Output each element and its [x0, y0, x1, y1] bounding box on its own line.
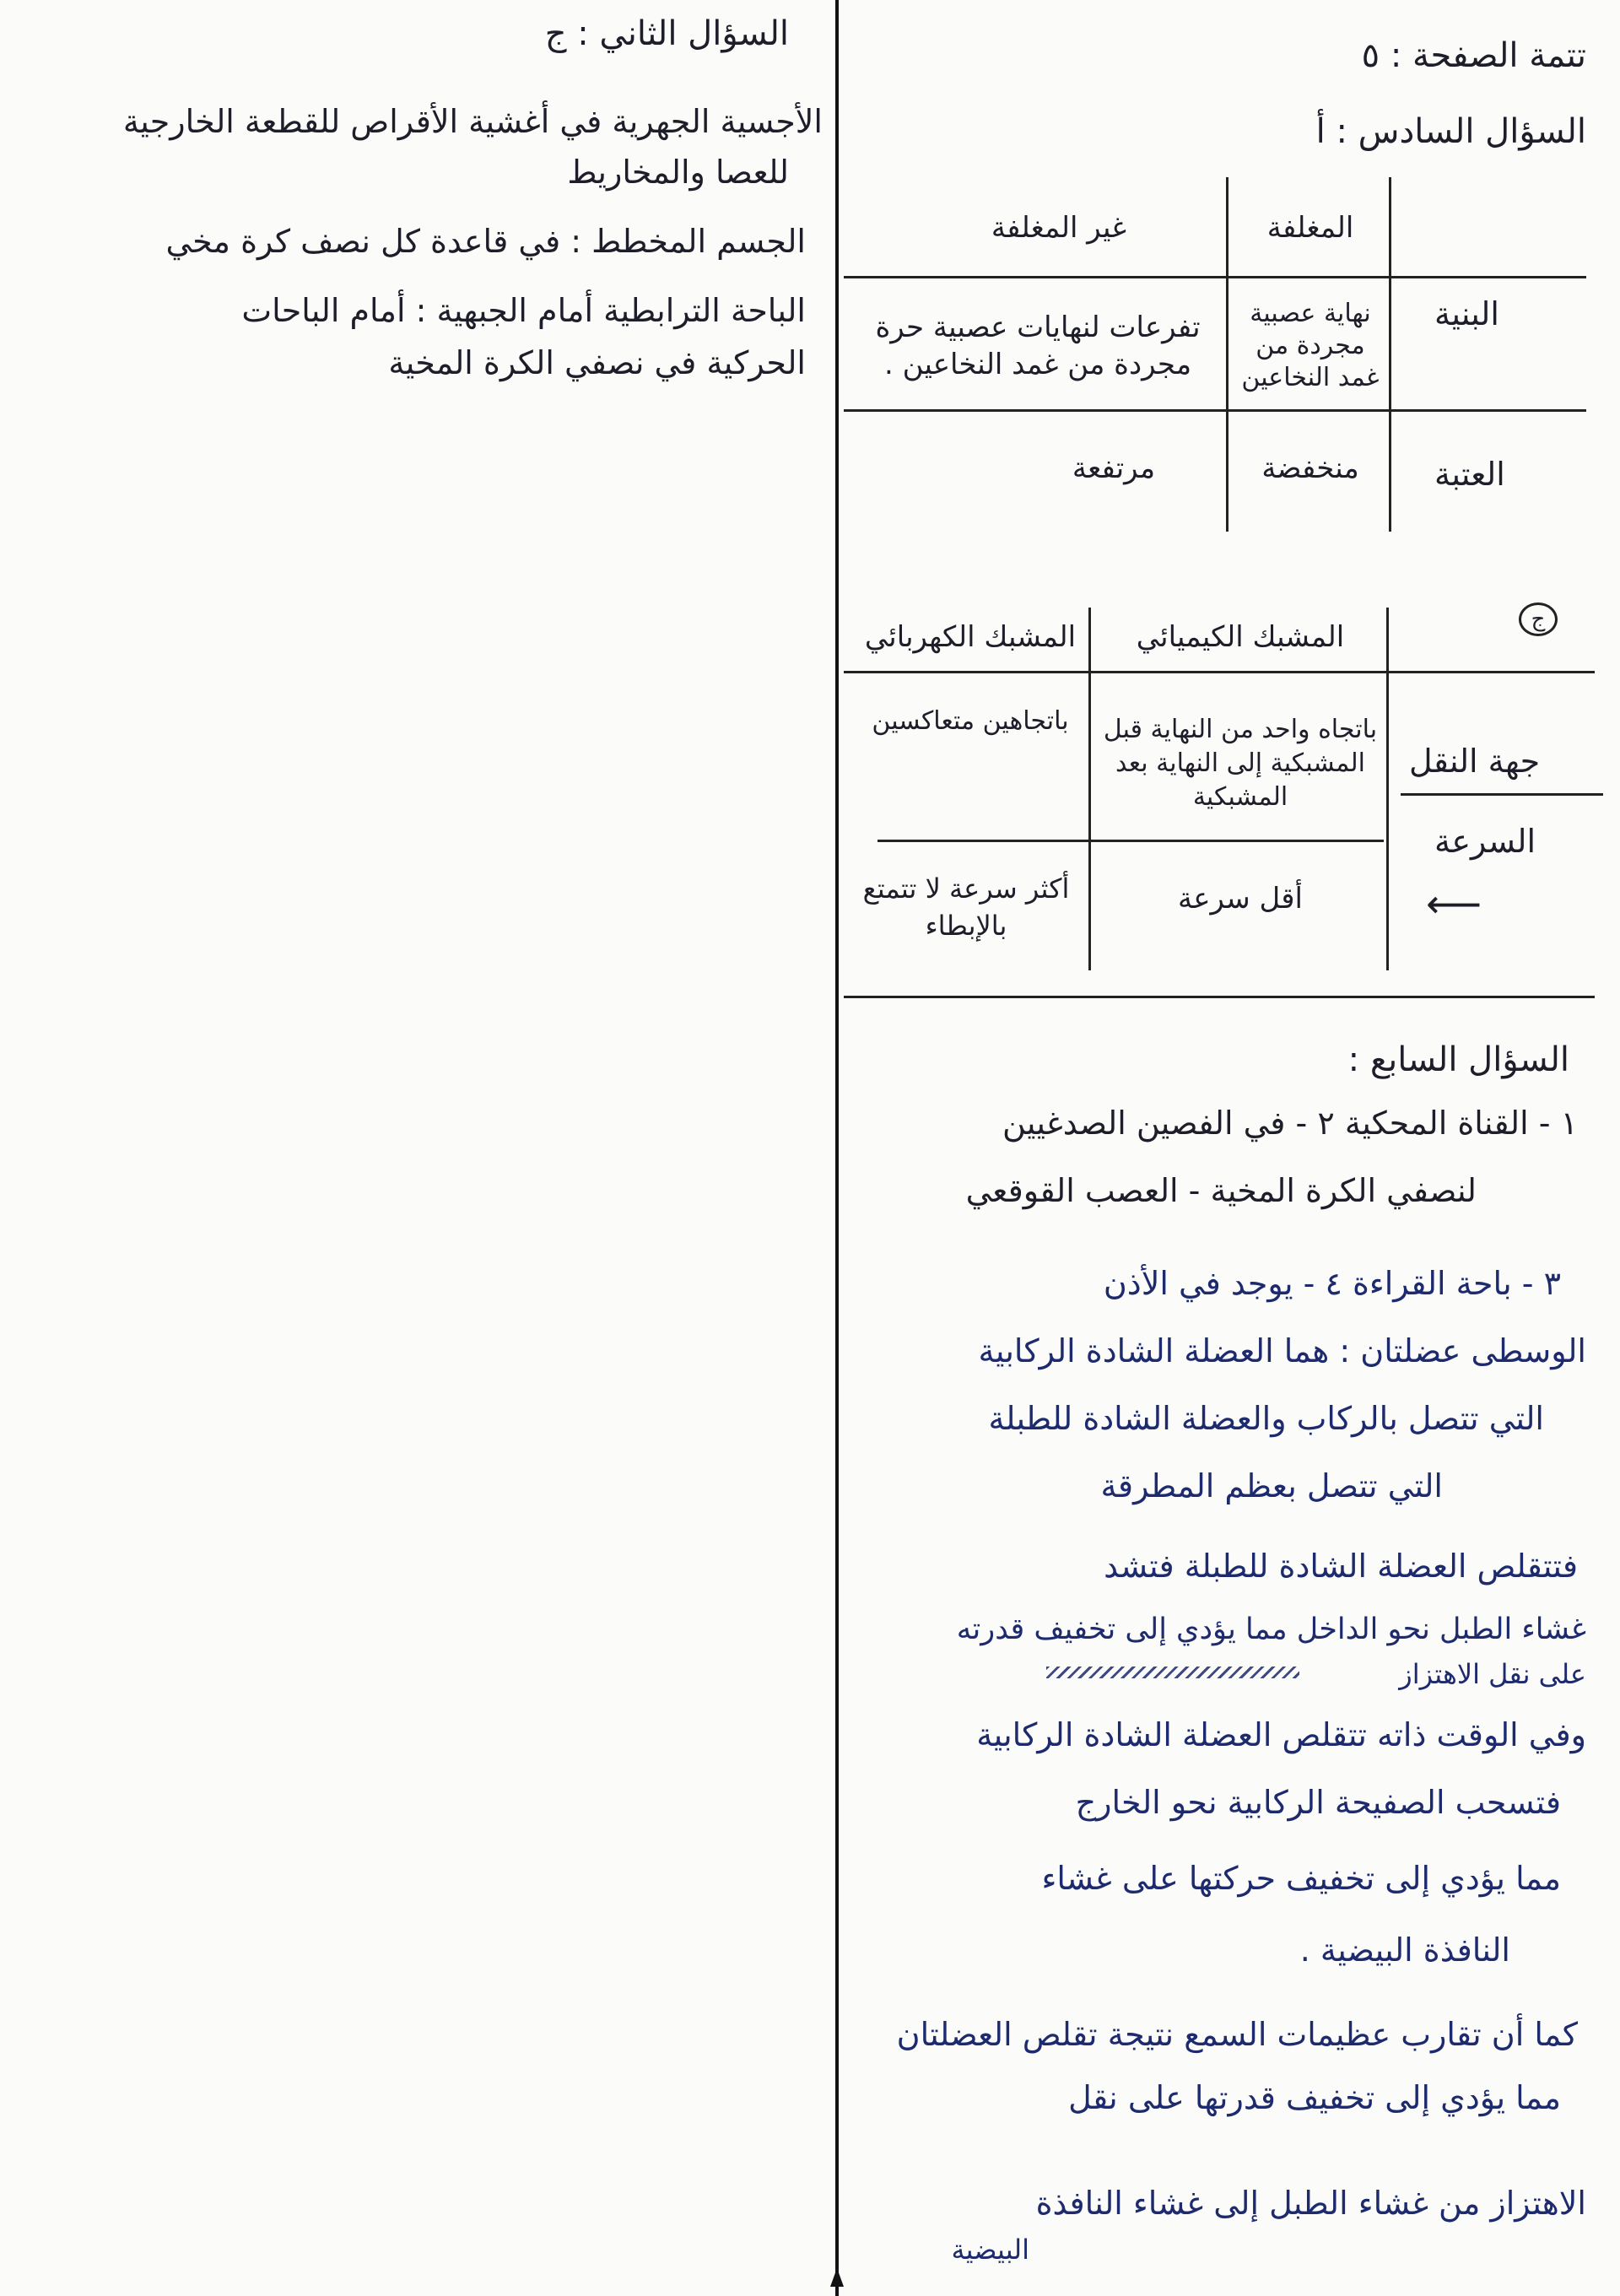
table2-header-1: المشبك الكيميائي: [1136, 620, 1345, 654]
q7-line-6: التي تتصل بعظم المطرقة: [1100, 1467, 1443, 1505]
table2-row-label-1: جهة النقل: [1409, 743, 1541, 780]
table1-row-label-1: البنية: [1434, 295, 1499, 332]
q7-line-8: غشاء الطبل نحو الداخل مما يؤدي إلى تخفيف قدرته: [956, 1613, 1586, 1646]
table1-cell-1-1: نهاية عصبية مجردة من غمد النخاعين: [1241, 299, 1380, 392]
left-line-5: الحركية في نصفي الكرة المخية: [388, 344, 806, 381]
q7-heading: السؤال السابع :: [1347, 1040, 1569, 1079]
q2-heading: السؤال الثاني : ج: [544, 14, 789, 53]
table2-row-label-2: السرعة: [1434, 823, 1536, 860]
page-mark: تتمة الصفحة : ٥: [1361, 36, 1586, 75]
table2-mark: ج: [1519, 595, 1558, 639]
divider-arrow-tip: [830, 2268, 844, 2287]
column-divider: [835, 0, 839, 2296]
left-line-1: الأجسية الجهرية في أغشية الأقراص للقطعة الخارجية: [122, 103, 823, 140]
crossed-out-text: [1046, 1667, 1299, 1678]
table2-header-2: المشبك الكهربائي: [864, 620, 1077, 654]
left-column: [17, 0, 823, 2296]
table2-cell-2-1: أقل سرعة: [1177, 882, 1304, 916]
left-line-3: الجسم المخطط : في قاعدة كل نصف كرة مخي: [165, 223, 806, 260]
q7-line-10: وفي الوقت ذاته تتقلص العضلة الشادة الركابية: [976, 1716, 1586, 1753]
q7-line-1: ١ - القناة المحكية ٢ - في الفصين الصدغيين: [1002, 1105, 1578, 1142]
table1-cell-1-2: تفرعات لنهايات عصبية حرة مجردة من غمد النخاعين .: [875, 311, 1201, 381]
table1-header-2: غير المغلفة: [991, 211, 1127, 245]
table2-arrow: ⟵: [1426, 881, 1482, 927]
q7-line-5: التي تتصل بالركاب والعضلة الشادة للطبلة: [988, 1400, 1544, 1437]
q7-line-15: مما يؤدي إلى تخفيف قدرتها على نقل: [1068, 2079, 1561, 2116]
q7-section: [852, 0, 1595, 2296]
table2-cell-1-1: باتجاه واحد من النهاية قبل المشبكية إلى النهاية بعد المشبكية: [1103, 715, 1378, 812]
q7-line-17: البيضية: [951, 2234, 1029, 2266]
q7-line-12: مما يؤدي إلى تخفيف حركتها على غشاء: [1041, 1860, 1561, 1897]
table1-row-label-2: العتبة: [1434, 456, 1505, 493]
table1-header-1: المغلفة: [1266, 211, 1354, 245]
q7-line-13: النافذة البيضية .: [1299, 1931, 1510, 1969]
table1-cell-2-1: منخفضة: [1261, 451, 1359, 485]
q7-line-16: الاهتزاز من غشاء الطبل إلى غشاء النافذة: [1035, 2185, 1586, 2222]
q7-line-4: الوسطى عضلتان : هما العضلة الشادة الركابية: [978, 1332, 1586, 1369]
q6-heading: السؤال السادس : أ: [1315, 112, 1586, 151]
q7-line-9: على نقل الاهتزاز: [1399, 1658, 1586, 1690]
left-line-4: الباحة الترابطية أمام الجبهية : أمام الباحات: [241, 292, 806, 329]
q7-line-11: فتسحب الصفيحة الركابية نحو الخارج: [1075, 1784, 1561, 1821]
q7-line-14: كما أن تقارب عظيمات السمع نتيجة تقلص العضلتان: [896, 2016, 1578, 2053]
left-line-2: للعصا والمخاريط: [567, 154, 789, 191]
q7-line-2: لنصفي الكرة المخية - العصب القوقعي: [965, 1172, 1477, 1209]
table2-cell-2-2: أكثر سرعة لا تتمتع بالإبطاء: [862, 872, 1070, 942]
q7-line-3: ٣ - باحة القراءة ٤ - يوجد في الأذن: [1103, 1265, 1561, 1302]
table2-cell-1-2: باتجاهين متعاكسين: [872, 706, 1069, 736]
table1-cell-2-2: مرتفعة: [1072, 451, 1156, 485]
q7-line-7: فتتقلص العضلة الشادة للطبلة فتشد: [1104, 1548, 1578, 1585]
